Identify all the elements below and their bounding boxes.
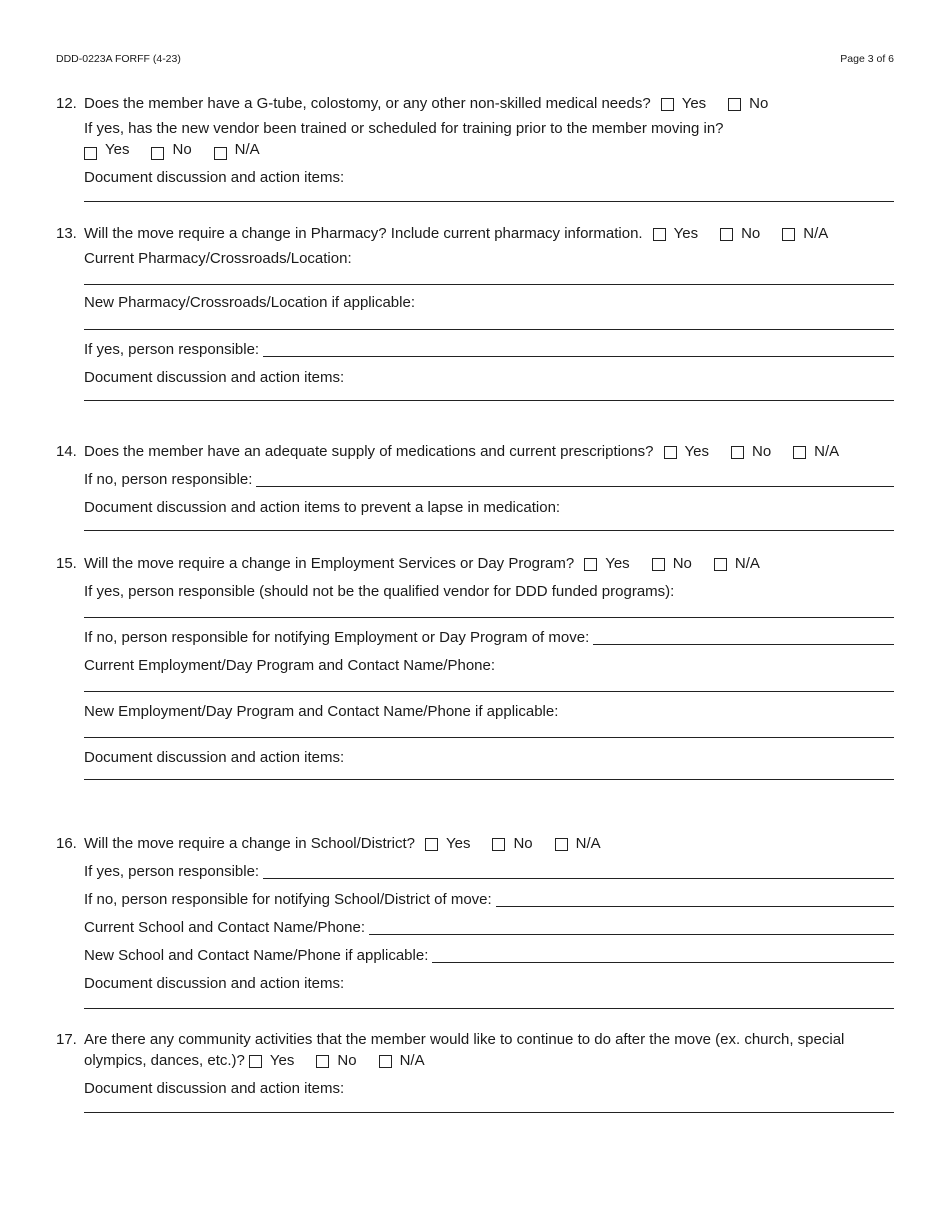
question-number: 13.: [56, 225, 77, 242]
na-label: N/A: [399, 1052, 425, 1069]
document-label: Document discussion and action items:: [84, 369, 345, 386]
question-15: [56, 554, 894, 780]
document-field[interactable]: [84, 1112, 894, 1113]
no-label: No: [672, 555, 692, 572]
na-label: N/A: [734, 555, 760, 572]
question-14: [56, 442, 894, 531]
question-number: 15.: [56, 555, 77, 572]
document-label: Document discussion and action items to prevent a lapse in medication:: [84, 499, 561, 516]
yes-label: Yes: [445, 835, 471, 852]
no-checkbox[interactable]: [652, 558, 665, 571]
na-checkbox[interactable]: [782, 228, 795, 241]
no-checkbox[interactable]: [728, 98, 741, 111]
responsible-field[interactable]: [256, 472, 894, 487]
no-label: No: [337, 1052, 357, 1069]
responsible-no-label: If no, person responsible for notifying Employment or Day Program of move:: [84, 629, 590, 646]
new-pharmacy-label: New Pharmacy/Crossroads/Location if applicable:: [84, 294, 415, 311]
na-checkbox[interactable]: [714, 558, 727, 571]
question-number: 14.: [56, 443, 77, 460]
question-13: [56, 224, 894, 401]
question-number: 12.: [56, 95, 77, 112]
no-checkbox[interactable]: [731, 446, 744, 459]
new-school-label: New School and Contact Name/Phone if applicable:: [84, 947, 429, 964]
page-number: Page 3 of 6: [840, 53, 894, 65]
document-field[interactable]: [84, 530, 894, 531]
responsible-no-label: If no, person responsible for notifying School/District of move:: [84, 891, 492, 908]
na-label: N/A: [575, 835, 601, 852]
na-checkbox[interactable]: [793, 446, 806, 459]
question-text-line-1: Are there any community activities that the member would like to continue to do after the move (ex. church, special: [84, 1031, 845, 1048]
question-16: [56, 834, 894, 1009]
current-program-field[interactable]: [84, 691, 894, 692]
question-17: [56, 1030, 894, 1113]
document-label: Document discussion and action items:: [84, 975, 345, 992]
yes-label: Yes: [673, 225, 699, 242]
yes-label: Yes: [269, 1052, 295, 1069]
no-checkbox[interactable]: [720, 228, 733, 241]
responsible-yes-field[interactable]: [84, 617, 894, 618]
yes-checkbox[interactable]: [653, 228, 666, 241]
current-pharmacy-field[interactable]: [84, 284, 894, 285]
new-school-field[interactable]: [432, 948, 894, 963]
followup-no-checkbox[interactable]: [151, 147, 164, 160]
question-text: Does the member have an adequate supply of medications and current prescriptions?: [84, 443, 654, 460]
document-field[interactable]: [84, 779, 894, 780]
yes-checkbox[interactable]: [584, 558, 597, 571]
yes-label: Yes: [605, 555, 630, 572]
no-label: No: [741, 225, 761, 242]
new-program-field[interactable]: [84, 737, 894, 738]
na-checkbox[interactable]: [555, 838, 568, 851]
form-id: DDD-0223A FORFF (4-23): [56, 53, 181, 65]
document-label: Document discussion and action items:: [84, 169, 345, 186]
no-label: No: [751, 443, 772, 460]
document-label: Document discussion and action items:: [84, 1080, 345, 1097]
question-text: Will the move require a change in Pharmacy? Include current pharmacy information.: [84, 225, 643, 242]
current-pharmacy-label: Current Pharmacy/Crossroads/Location:: [84, 250, 352, 267]
responsible-no-field[interactable]: [496, 892, 894, 907]
na-label: N/A: [803, 225, 829, 242]
followup-yes-checkbox[interactable]: [84, 147, 97, 160]
responsible-no-field[interactable]: [593, 630, 894, 645]
document-label: Document discussion and action items:: [84, 749, 345, 766]
yes-label: Yes: [684, 443, 709, 460]
question-number: 16.: [56, 835, 77, 852]
question-text: Will the move require a change in Employment Services or Day Program?: [84, 555, 575, 572]
document-field[interactable]: [84, 400, 894, 401]
current-school-label: Current School and Contact Name/Phone:: [84, 919, 365, 936]
na-label: N/A: [234, 141, 260, 158]
yes-label: Yes: [105, 141, 130, 158]
question-text: Does the member have a G-tube, colostomy, or any other non-skilled medical needs?: [84, 95, 651, 112]
new-pharmacy-field[interactable]: [84, 329, 894, 330]
current-school-field[interactable]: [369, 920, 894, 935]
no-label: No: [513, 835, 533, 852]
document-field[interactable]: [84, 1008, 894, 1009]
no-checkbox[interactable]: [492, 838, 505, 851]
responsible-yes-label: If yes, person responsible (should not be the qualified vendor for DDD funded programs):: [84, 583, 675, 600]
yes-checkbox[interactable]: [661, 98, 674, 111]
question-number: 17.: [56, 1031, 77, 1048]
document-field[interactable]: [84, 201, 894, 202]
question-text: Will the move require a change in School/District?: [84, 835, 415, 852]
current-program-label: Current Employment/Day Program and Contact Name/Phone:: [84, 657, 496, 674]
no-label: No: [172, 141, 192, 158]
question-text-line-2: olympics, dances, etc.)?: [84, 1052, 245, 1069]
no-label: No: [749, 95, 769, 112]
followup-text: If yes, has the new vendor been trained or scheduled for training prior to the member moving in?: [84, 120, 724, 137]
question-12: [56, 94, 894, 202]
responsible-label: If no, person responsible:: [84, 471, 253, 488]
new-program-label: New Employment/Day Program and Contact Name/Phone if applicable:: [84, 703, 559, 720]
responsible-yes-label: If yes, person responsible:: [84, 863, 260, 880]
no-checkbox[interactable]: [316, 1055, 329, 1068]
yes-label: Yes: [681, 95, 707, 112]
yes-checkbox[interactable]: [249, 1055, 262, 1068]
responsible-field[interactable]: [263, 342, 894, 357]
responsible-label: If yes, person responsible:: [84, 341, 260, 358]
na-label: N/A: [814, 443, 840, 460]
yes-checkbox[interactable]: [664, 446, 677, 459]
responsible-yes-field[interactable]: [263, 864, 894, 879]
yes-checkbox[interactable]: [425, 838, 438, 851]
na-checkbox[interactable]: [379, 1055, 392, 1068]
followup-na-checkbox[interactable]: [214, 147, 227, 160]
